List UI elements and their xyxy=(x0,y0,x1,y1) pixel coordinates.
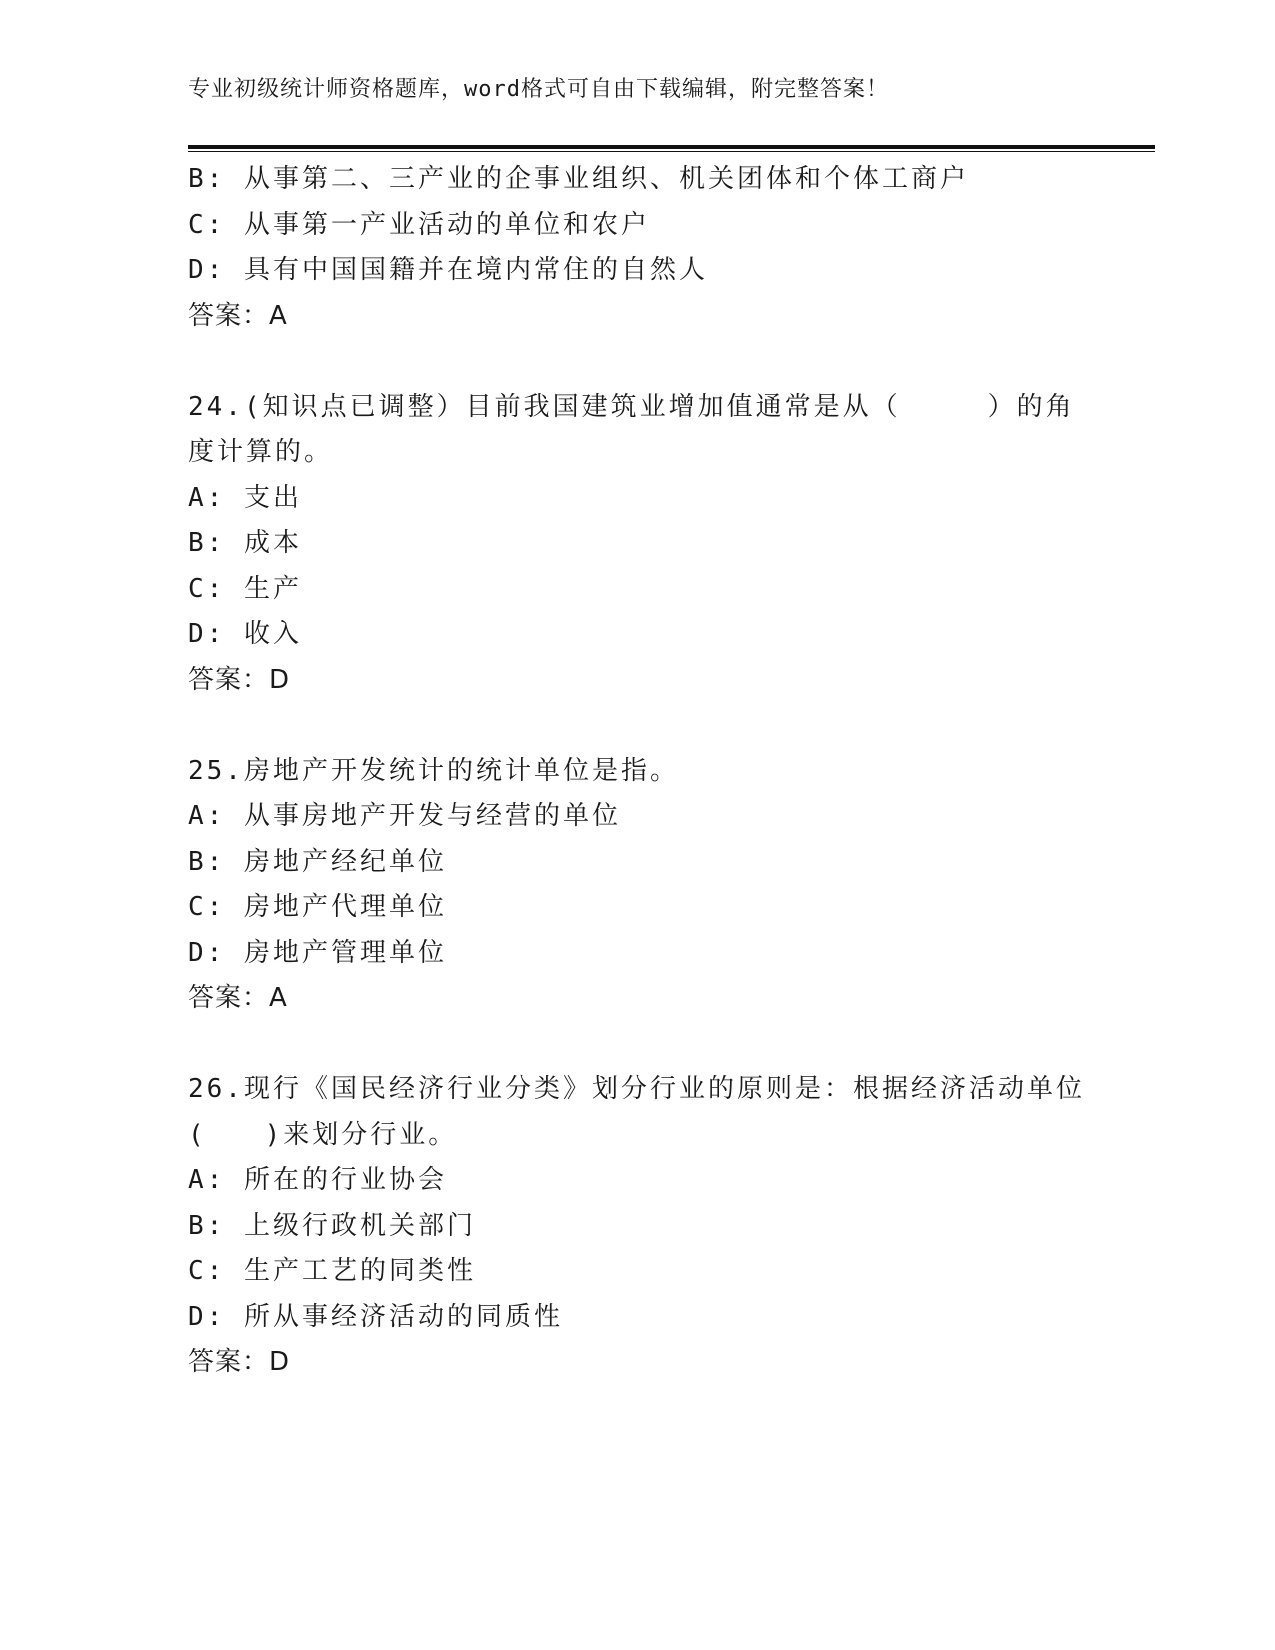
option-c: C: 从事第一产业活动的单位和农户 xyxy=(188,209,650,240)
answer-label: 答案：D xyxy=(188,1347,291,1377)
option-b: B: 房地产经纪单位 xyxy=(188,846,447,877)
question-26 xyxy=(188,1067,1088,1386)
question-stem-line: 26.现行《国民经济行业分类》划分行业的原则是：根据经济活动单位 xyxy=(188,1074,1085,1104)
answer-label: 答案：D xyxy=(188,664,291,695)
question-stem-line: 25.房地产开发统计的统计单位是指。 xyxy=(188,755,679,786)
option-d: D: 收入 xyxy=(188,619,302,649)
question-24 xyxy=(188,385,1088,704)
question-content xyxy=(188,157,1088,1386)
question-23-continuation xyxy=(188,157,1088,339)
option-d: D: 所从事经济活动的同质性 xyxy=(188,1301,563,1332)
header-divider xyxy=(188,145,1155,152)
answer-label: 答案：A xyxy=(188,983,288,1013)
option-b: B: 成本 xyxy=(188,528,302,558)
option-a: A: 所在的行业协会 xyxy=(188,1165,447,1195)
option-c: C: 房地产代理单位 xyxy=(188,892,447,922)
option-d: D: 具有中国国籍并在境内常住的自然人 xyxy=(188,255,708,285)
question-stem-line: ( )来划分行业。 xyxy=(188,1119,458,1150)
answer-label: 答案：A xyxy=(188,300,288,331)
option-d: D: 房地产管理单位 xyxy=(188,937,447,968)
option-a: A: 支出 xyxy=(188,482,302,513)
question-stem-line: 度计算的。 xyxy=(188,437,334,467)
option-b: B: 从事第二、三产业的企事业组织、机关团体和个体工商户 xyxy=(188,164,969,194)
page-header-text: 专业初级统计师资格题库，word格式可自由下载编辑，附完整答案！ xyxy=(188,77,889,102)
option-b: B: 上级行政机关部门 xyxy=(188,1210,476,1241)
option-c: C: 生产 xyxy=(188,573,302,604)
question-stem-line: 24.(知识点已调整）目前我国建筑业增加值通常是从（ ）的角 xyxy=(188,391,1075,422)
option-c: C: 生产工艺的同类性 xyxy=(188,1256,476,1286)
option-a: A: 从事房地产开发与经营的单位 xyxy=(188,801,621,831)
question-25 xyxy=(188,749,1088,1022)
